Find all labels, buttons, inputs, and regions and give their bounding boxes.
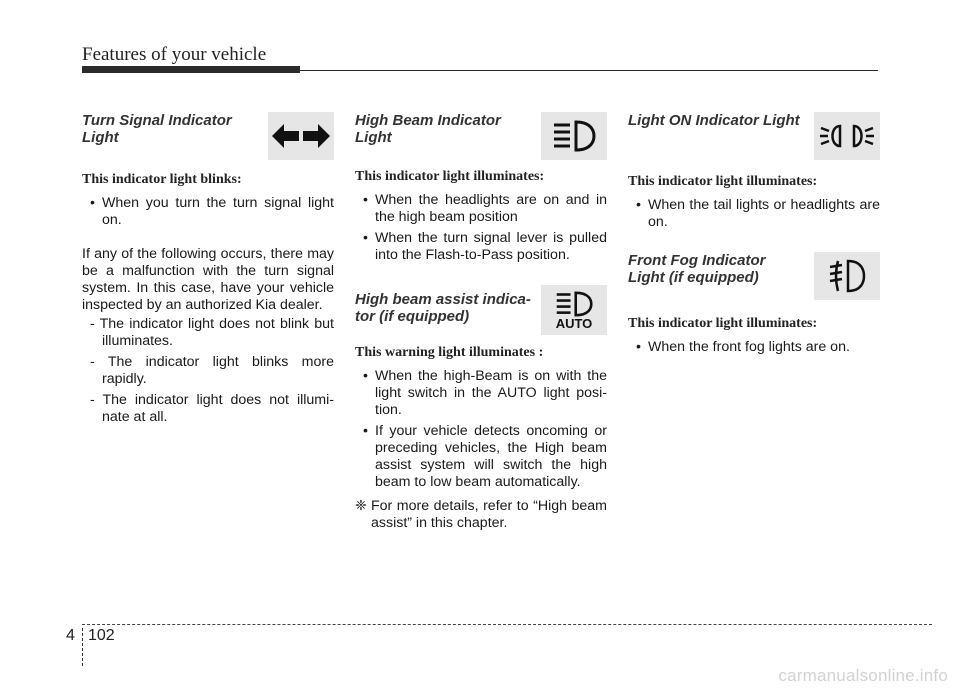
turn-signal-dash-1: - The indicator light does not blink but illuminates. [90,316,334,349]
hba-bullet-1: • When the high-Beam is on with the light switch in the AUTO light posi-tion. [363,368,607,418]
column-high-beam [355,112,607,532]
high-beam-title-line1: High Beam Indicator [355,112,501,129]
fog-title-line2: Light (if equipped) [628,269,759,286]
section-high-beam [355,112,607,167]
turn-signal-bullet: • When you turn the turn signal light on. [90,195,334,228]
fog-lead: This indicator light illuminates: [628,316,818,331]
turn-signal-title-line1: Turn Signal Indicator [82,112,232,129]
light-on-bullet: • When the tail lights or headlights are on. [636,197,880,230]
hba-auto-label: AUTO [555,315,593,331]
header-rule [300,70,878,71]
footer-rule [82,624,932,625]
footer-divider [82,628,83,666]
high-beam-bullet-2: • When the turn signal lever is pulled into the Flash-to-Pass position. [363,230,607,263]
turn-signal-paragraph: If any of the following occurs, there may be a malfunction with the turn signal system. In this case, have your vehicle inspected by an authorized Kia dealer. [82,246,334,313]
fog-bullet: • When the front fog lights are on. [636,339,850,355]
turn-signal-title-line2: Light [82,129,119,146]
note-symbol-icon: ❈ [355,498,367,514]
light-on-bullet-text: When the tail lights or headlights are on. [648,197,880,230]
fog-title-line1: Front Fog Indicator [628,252,766,269]
hba-bullet-2-text: If your vehicle detects oncoming or preceding vehicles, the High beam assist system will switch the high beam to low beam automatically. [375,423,607,490]
light-on-lead: This indicator light illuminates: [628,174,818,189]
turn-signal-dash-2: - The indicator light blinks more rapidly. [90,354,334,387]
watermark: carmanualsonline.info [778,666,948,685]
chapter-number: 4 [66,627,75,644]
turn-signal-bullet-text: When you turn the turn signal light on. [102,195,334,228]
turn-signal-dash-3: - The indicator light does not illumi-nate at all. [90,392,334,425]
light-on-icon [814,112,880,160]
section-front-fog [628,252,880,314]
high-beam-lead: This indicator light illuminates: [355,169,545,184]
high-beam-bullet-1: • When the headlights are on and in the high beam position [363,192,607,225]
front-fog-icon [814,252,880,300]
hba-title-line1: High beam assist indica- [355,291,531,308]
section-high-beam-assist [355,285,607,349]
hba-bullet-2: • If your vehicle detects oncoming or preceding vehicles, the High beam assist system will switch the high beam to low beam automatically. [363,423,607,490]
high-beam-bullet-2-text: When the turn signal lever is pulled into the Flash-to-Pass position. [375,230,607,263]
page-header-title: Features of your vehicle [82,44,267,65]
section-light-on [628,112,880,174]
high-beam-title-line2: Light [355,129,392,146]
high-beam-icon [541,112,607,160]
turn-signal-arrows-icon [268,112,334,160]
hba-note-text: For more details, refer to “High beam assist” in this chapter. [371,498,607,531]
light-on-title: Light ON Indicator Light [628,112,800,129]
page-number: 102 [88,627,115,644]
high-beam-assist-auto-icon [541,285,607,335]
high-beam-bullet-1-text: When the headlights are on and in the high beam position [375,192,607,225]
column-turn-signal [82,112,334,426]
hba-note [355,498,607,532]
hba-title-line2: tor (if equipped) [355,308,470,325]
hba-lead: This warning light illuminates : [355,345,544,360]
header-bar [82,66,300,73]
turn-signal-lead: This indicator light blinks: [82,172,242,187]
hba-bullet-1-text: When the high-Beam is on with the light switch in the AUTO light posi-tion. [375,368,607,418]
column-light-on [628,112,880,356]
section-turn-signal [82,112,334,174]
fog-bullet-text: When the front fog lights are on. [648,339,850,355]
